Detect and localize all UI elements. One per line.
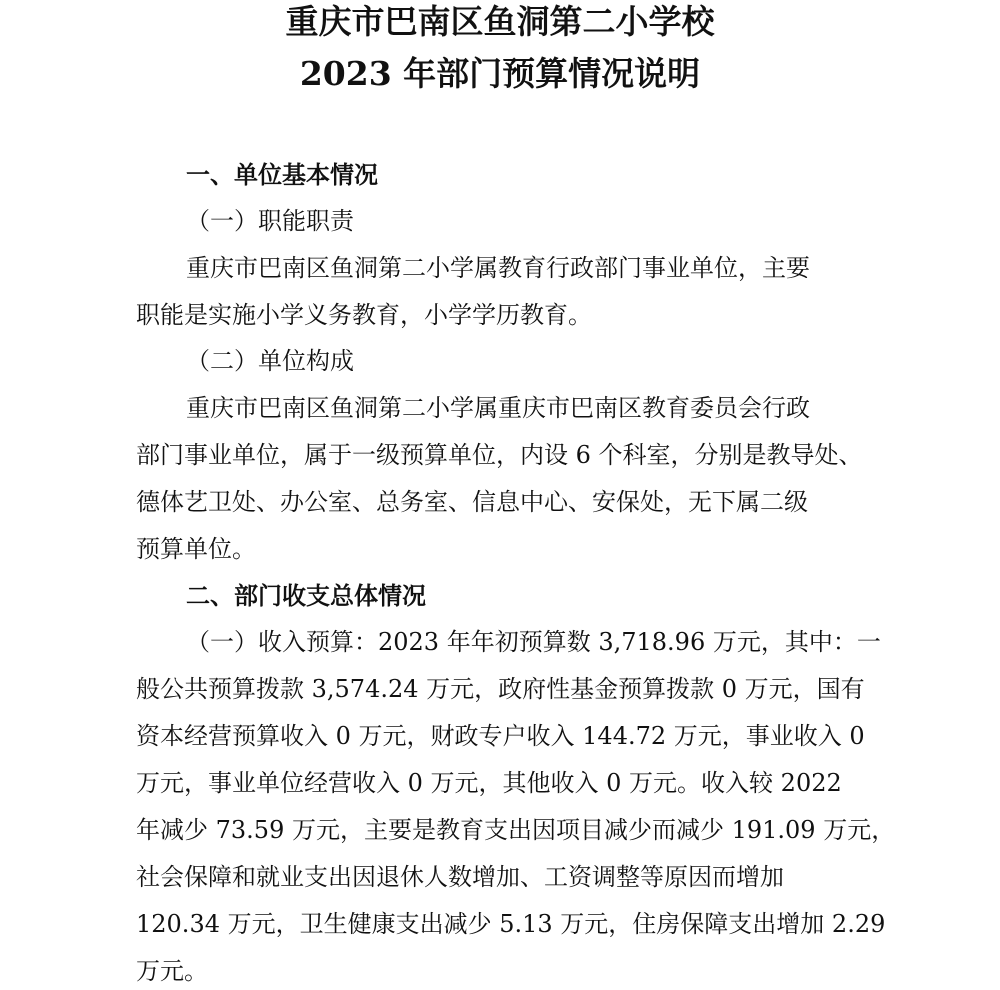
section-heading-1: 一、单位基本情况 — [186, 160, 378, 189]
document-title-line-1: 重庆市巴南区鱼洞第二小学校 — [285, 2, 715, 41]
subsection-heading-1-1: （一）职能职责 — [186, 207, 354, 235]
paragraph-line: 万元，事业单位经营收入 0 万元，其他收入 0 万元。收入较 2022 — [136, 769, 842, 797]
paragraph-line: 职能是实施小学义务教育，小学学历教育。 — [136, 301, 592, 329]
section-heading-2: 二、部门收支总体情况 — [186, 581, 426, 610]
paragraph-line: 社会保障和就业支出因退休人数增加、工资调整等原因而增加 — [136, 863, 784, 891]
document-title-line-2: 2023 年部门预算情况说明 — [299, 54, 701, 93]
paragraph-line: 德体艺卫处、办公室、总务室、信息中心、安保处，无下属二级 — [136, 488, 808, 516]
paragraph-line: 部门事业单位，属于一级预算单位，内设 6 个科室，分别是教导处、 — [136, 441, 863, 469]
paragraph-line: 预算单位。 — [136, 535, 256, 563]
paragraph-line: 重庆市巴南区鱼洞第二小学属重庆市巴南区教育委员会行政 — [186, 394, 810, 422]
paragraph-line: 重庆市巴南区鱼洞第二小学属教育行政部门事业单位，主要 — [186, 254, 810, 282]
paragraph-line: 年减少 73.59 万元，主要是教育支出因项目减少而减少 191.09 万元， — [136, 816, 896, 844]
paragraph-line: （一）收入预算：2023 年年初预算数 3,718.96 万元，其中：一 — [186, 628, 881, 656]
subsection-heading-1-2: （二）单位构成 — [186, 347, 354, 375]
paragraph-line: 120.34 万元，卫生健康支出减少 5.13 万元，住房保障支出增加 2.29 — [136, 910, 886, 938]
paragraph-line: 般公共预算拨款 3,574.24 万元，政府性基金预算拨款 0 万元，国有 — [136, 675, 865, 703]
paragraph-line: 万元。 — [136, 957, 208, 985]
paragraph-line: 资本经营预算收入 0 万元，财政专户收入 144.72 万元，事业收入 0 — [136, 722, 865, 750]
